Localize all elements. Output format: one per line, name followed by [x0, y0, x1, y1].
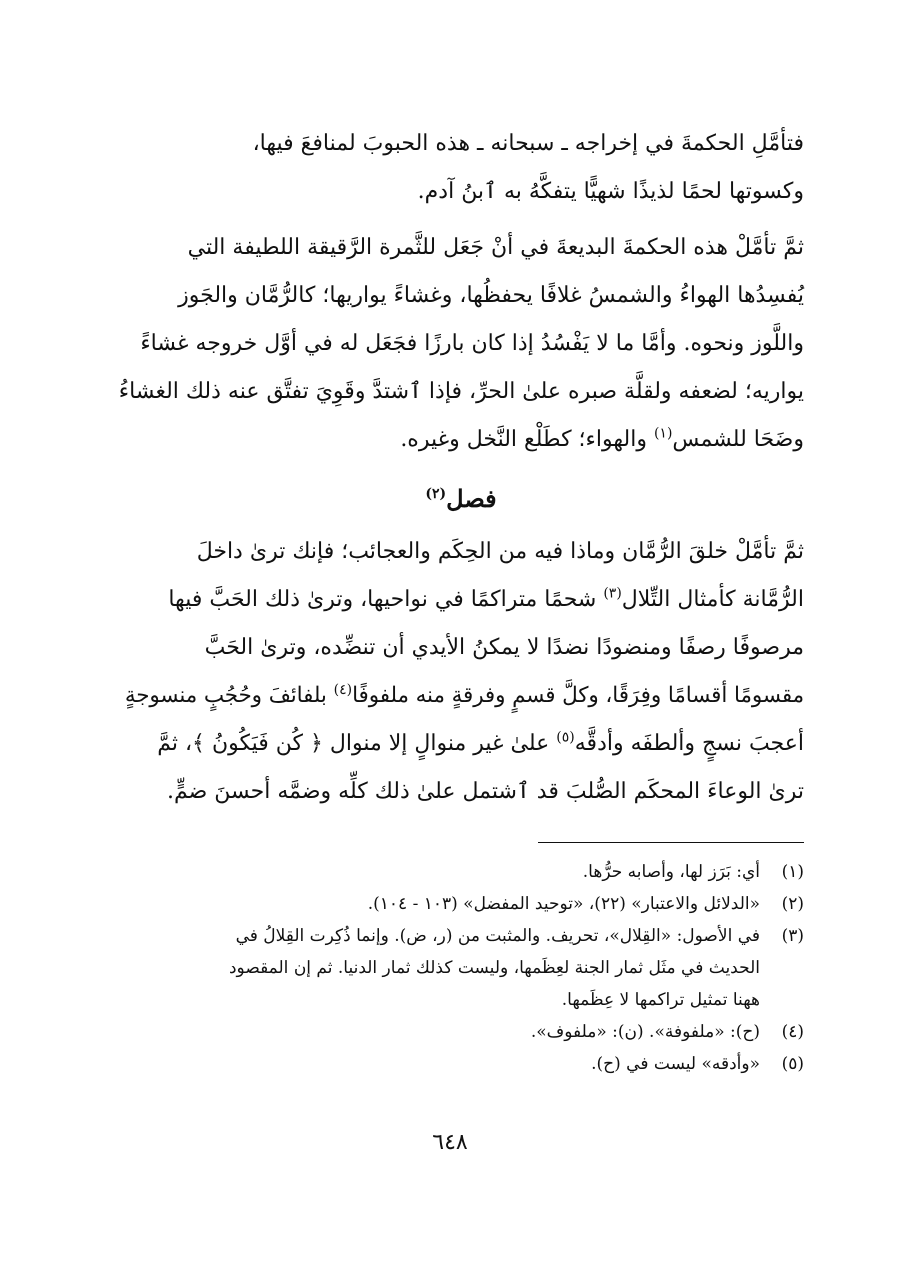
text-line: يواريه؛ لضعفه ولقلَّة صبره علىٰ الحرِّ، فإذا ٱشتدَّ وقَوِيَ تفتَّق عنه ذلك الغشاءُ	[118, 379, 804, 404]
text-line: يُفسِدُها الهواءُ والشمسُ غلافًا يحفظُها، وغشاءً يواريها؛ كالرُّمَّان والجَوز	[178, 283, 804, 308]
text-line: ترىٰ الوعاءَ المحكَم الصُّلبَ قد ٱشتمل علىٰ ذلك كلِّه وضمَّه أحسنَ ضمٍّ.	[166, 779, 804, 804]
text-line	[118, 416, 804, 464]
text-line	[118, 672, 804, 720]
footnotes	[118, 856, 804, 1080]
footnote-line: (ح): «ملفوفة». (ن): «ملفوف».	[530, 1022, 760, 1042]
footnote-number: (٤)	[781, 1022, 804, 1042]
text-line: ثمَّ تأمَّلْ خلقَ الرُّمَّان وماذا فيه من الحِكَم والعجائب؛ فإنك ترىٰ داخلَ	[196, 539, 804, 564]
footnote-1	[118, 856, 804, 888]
text-line: ثمَّ تأمَّلْ هذه الحكمةَ البديعةَ في أنْ جَعَل للثَّمرة الرَّقيقة اللطيفة التي	[187, 235, 804, 260]
paragraph-2	[118, 224, 804, 464]
text-segment: مقسومًا أقسامًا وفِرَقًا، وكلَّ قسمٍ وفرقةٍ منه ملفوفًا	[352, 683, 804, 708]
text-segment: الرُّمَّانة كأمثال التِّلال	[621, 587, 804, 612]
footnote-number: (١)	[781, 862, 804, 882]
footnote-line: في الأصول: «القِلال»، تحريف. والمثبت من (ر، ض). وإنما ذُكِرت القِلالُ في	[235, 926, 760, 946]
text-line	[118, 720, 804, 768]
footnote-number: (٣)	[781, 926, 804, 946]
footnote-ref-1[interactable]: (١)	[653, 425, 673, 442]
text-segment: وضَحَا للشمس	[672, 427, 804, 452]
footnote-ref-5[interactable]: (٥)	[556, 729, 575, 746]
footnote-line: «وأدقه» ليست في (ح).	[591, 1054, 760, 1074]
footnote-ref-3[interactable]: (٣)	[603, 585, 622, 602]
text-segment: والهواء؛ كطَلْع النَّخل وغيره.	[400, 427, 654, 452]
text-segment: أعجبَ نسجٍ وألطفَه وأدقَّه	[574, 731, 804, 756]
heading-text: فصل	[446, 484, 497, 513]
footnote-text	[118, 920, 760, 1016]
footnote-text	[118, 1048, 760, 1080]
text-segment: علىٰ غير منوالٍ إلا منوال ﴿ كُن فَيَكُونُ ﴾، ثمَّ	[157, 731, 557, 756]
footnote-3	[118, 920, 804, 1016]
footnote-2	[118, 888, 804, 920]
footnote-text	[118, 888, 760, 920]
text-segment: شحمًا متراكمًا في نواحيها، وترىٰ ذلك الحَبَّ فيها	[168, 587, 604, 612]
footnote-divider	[538, 842, 804, 843]
main-text	[118, 120, 804, 824]
footnote-number: (٢)	[781, 894, 804, 914]
text-segment: بلفائفَ وحُجُبٍ منسوجةٍ	[124, 683, 334, 708]
footnote-number: (٥)	[781, 1054, 804, 1074]
paragraph-1	[118, 120, 804, 216]
text-line	[118, 576, 804, 624]
footnote-line: أي: بَرَز لها، وأصابه حرُّها.	[582, 862, 760, 882]
footnote-4	[118, 1016, 804, 1048]
footnote-ref-4[interactable]: (٤)	[333, 681, 353, 698]
footnote-5	[118, 1048, 804, 1080]
text-line: فتأمَّلِ الحكمةَ في إخراجه ـ سبحانه ـ هذه الحبوبَ لمنافعَ فيها،	[252, 131, 804, 156]
page-number: ٦٤٨	[432, 1130, 468, 1155]
footnote-text	[118, 856, 760, 888]
section-heading	[118, 472, 804, 526]
footnote-text	[118, 1016, 760, 1048]
text-line: وكسوتها لحمًا لذيذًا شهيًّا يتفكَّهُ به ٱبنُ آدم.	[417, 179, 804, 204]
footnote-line: ههنا تمثيل تراكمها لا عِظَمها.	[561, 990, 760, 1010]
paragraph-3	[118, 528, 804, 816]
footnote-ref-2[interactable]: (٢)	[425, 486, 447, 502]
footnote-line: الحديث في مثَل ثمار الجنة لعِظَمها، وليست كذلك ثمار الدنيا. ثم إن المقصود	[228, 958, 760, 978]
footnote-line: «الدلائل والاعتبار» (٢٢)، «توحيد المفضل» (١٠٣ - ١٠٤).	[367, 894, 760, 914]
text-line: واللَّوز ونحوه. وأمَّا ما لا يَفْسُدُ إذا كان بارزًا فجَعَل له في أوَّل خروجه غشاءً	[140, 331, 804, 356]
text-line: مرصوفًا رصفًا ومنضودًا نضدًا لا يمكنُ الأيدي أن تنضِّده، وترىٰ الحَبَّ	[204, 635, 804, 660]
